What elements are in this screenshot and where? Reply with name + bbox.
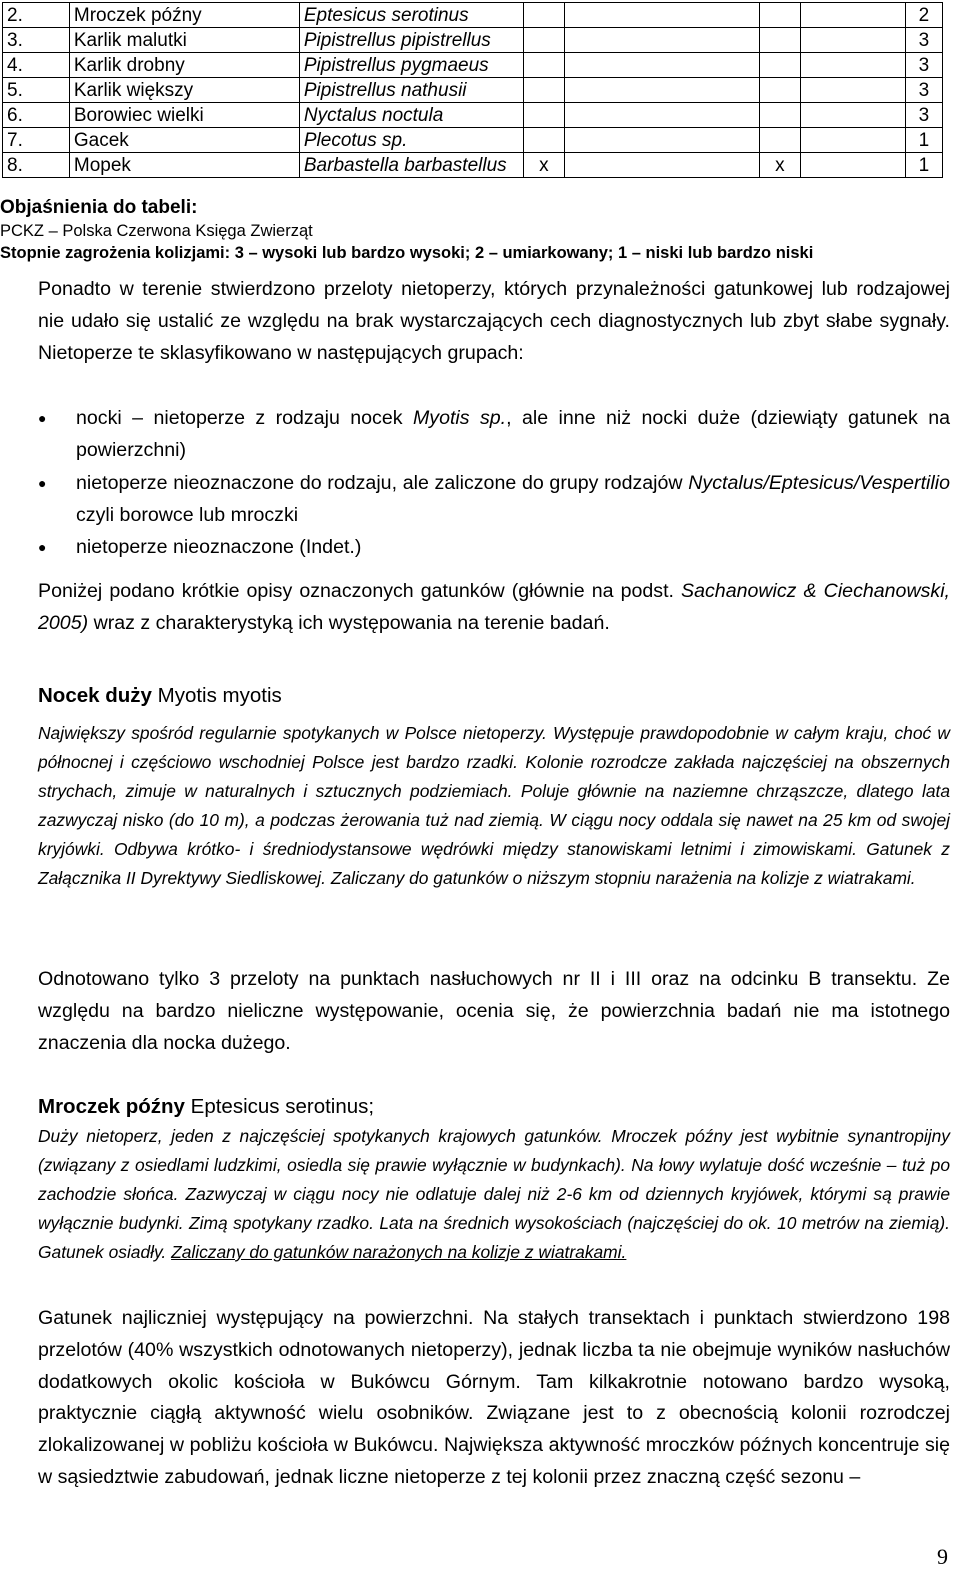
bullet-icon: ●	[38, 410, 47, 426]
list-item: ● nietoperze nieoznaczone (Indet.)	[38, 531, 950, 563]
section-heading-nocek: Nocek duży Myotis myotis	[38, 684, 282, 707]
table-cell-a	[523, 103, 564, 128]
table-cell-b	[564, 153, 759, 178]
table-row	[3, 153, 943, 178]
section-heading-mroczek: Mroczek późny Eptesicus serotinus;	[38, 1095, 375, 1118]
table-cell-name: Gacek	[69, 128, 299, 153]
table-cell-name: Karlik większy	[69, 78, 299, 103]
table-legend	[0, 196, 940, 264]
table-cell-latin: Eptesicus serotinus	[299, 3, 523, 28]
table-cell-latin: Pipistrellus pipistrellus	[299, 28, 523, 53]
table-cell-no: 8.	[3, 153, 70, 178]
page-number: 9	[937, 1544, 948, 1569]
mroczek-description: Duży nietoperz, jeden z najczęściej spotykanych krajowych gatunków. Mroczek późny jest wybitnie synantropijny (związany z osiedlami ludzkimi, osiedla się prawie wyłącznie w budynkach). Na łowy wylatuje dość wcześnie – tuż po zachodzie słońca. Zazwyczaj w ciągu nocy nie odlatuje dalej niż 2-6 km od dziennych kryjówek, którymi są prawie wyłącznie budynki. Zimą spotykany rzadko. Lata na średnich wysokościach (najczęściej do ok. 10 metrów na ziemią). Gatunek osiadły. Zaliczany do gatunków narażonych na kolizje z wiatrakami.	[38, 1126, 950, 1262]
table-cell-latin: Barbastella barbastellus	[299, 153, 523, 178]
legend-pckz: PCKZ – Polska Czerwona Księga Zwierząt	[0, 222, 313, 240]
table-cell-name: Mopek	[69, 153, 299, 178]
table-cell-b	[564, 128, 759, 153]
table-cell-a: x	[523, 153, 564, 178]
intro-paragraph: Ponadto w terenie stwierdzono przeloty nietoperzy, których przynależności gatunkowej lub rodzajowej nie udało się ustalić ze względu na brak wystarczających cech diagnostycznych lub zbyt słabe sygnały. Nietoperze te sklasyfikowano w następujących grupach:	[38, 278, 950, 364]
table-cell-name: Karlik malutki	[69, 28, 299, 53]
table-cell-d	[800, 153, 905, 178]
species-table	[2, 2, 943, 178]
legend-risk-levels: Stopnie zagrożenia kolizjami: 3 – wysoki lub bardzo wysoki; 2 – umiarkowany; 1 – niski lub bardzo niski	[0, 244, 814, 262]
table-cell-c: x	[759, 153, 800, 178]
table-cell-c	[759, 53, 800, 78]
table-cell-latin: Pipistrellus nathusii	[299, 78, 523, 103]
table-cell-a	[523, 53, 564, 78]
bullet-icon: ●	[38, 474, 47, 491]
table-cell-c	[759, 128, 800, 153]
table-cell-a	[523, 78, 564, 103]
nocek-findings: Odnotowano tylko 3 przeloty na punktach nasłuchowych nr II i III oraz na odcinku B transektu. Ze względu na bardzo nieliczne występowanie, ocenia się, że powierzchnia badań nie ma istotnego znaczenia dla nocka dużego.	[38, 968, 950, 1054]
table-cell-rating: 1	[905, 128, 942, 153]
list-item: ● nocki – nietoperze z rodzaju nocek Myotis sp., ale inne niż nocki duże (dziewiąty gatunek na powierzchni)	[38, 402, 950, 467]
table-cell-a	[523, 128, 564, 153]
table-cell-latin: Nyctalus noctula	[299, 103, 523, 128]
mroczek-findings: Gatunek najliczniej występujący na powierzchni. Na stałych transektach i punktach stwierdzono 198 przelotów (40% wszystkich odnotowanych nietoperzy), jednak liczba ta nie obejmuje wyników nasłuchów dodatkowych okolic kościoła w Bukówcu Górnym. Tam kilkakrotnie notowano bardzo wysoką, praktycznie ciągłą aktywność wielu osobników. Związane jest to z obecnością kolonii rozrodczej zlokalizowanej w pobliżu kościoła w Bukówcu. Największa aktywność mroczków późnych koncentruje się w sąsiedztwie zabudowań, jednak liczne nietoperze z tej kolonii przez znaczną część sezonu –	[38, 1307, 950, 1488]
table-row	[3, 78, 943, 103]
table-row	[3, 28, 943, 53]
table-cell-name: Borowiec wielki	[69, 103, 299, 128]
table-cell-a	[523, 28, 564, 53]
table-cell-b	[564, 53, 759, 78]
list-item: ● nietoperze nieoznaczone do rodzaju, ale zaliczone do grupy rodzajów Nyctalus/Eptesicus/Vespertilio czyli borowce lub mroczki	[38, 467, 950, 532]
nocek-description: Największy spośród regularnie spotykanych w Polsce nietoperzy. Występuje prawdopodobnie w całym kraju, choć w północnej i częściowo wschodniej Polsce jest bardzo rzadki. Kolonie rozrodcze zakłada najczęściej na obszernych strychach, zimuje w naturalnych i sztucznych podziemiach. Poluje głównie na naziemne chrząszcze, dlatego lata zazwyczaj nisko (do 10 m), a podczas żerowania tuż nad ziemią. W ciągu nocy oddala się nawet na 25 km od swojej kryjówki. Odbywa krótko- i średniodystansowe wędrówki między stanowiskami letnimi i zimowiskami. Gatunek z Załącznika II Dyrektywy Siedliskowej. Zaliczany do gatunków o niższym stopniu narażenia na kolizje z wiatrakami.	[38, 723, 950, 888]
table-cell-d	[800, 78, 905, 103]
table-cell-no: 2.	[3, 3, 70, 28]
table-cell-a	[523, 3, 564, 28]
table-cell-b	[564, 103, 759, 128]
table-cell-d	[800, 103, 905, 128]
table-cell-rating: 1	[905, 153, 942, 178]
table-cell-no: 6.	[3, 103, 70, 128]
table-cell-d	[800, 28, 905, 53]
bullet-icon: ●	[38, 539, 47, 556]
table-cell-name: Karlik drobny	[69, 53, 299, 78]
table-cell-rating: 3	[905, 28, 942, 53]
table-cell-b	[564, 3, 759, 28]
table-cell-no: 3.	[3, 28, 70, 53]
table-cell-no: 5.	[3, 78, 70, 103]
descriptions-intro: Poniżej podano krótkie opisy oznaczonych gatunków (głównie na podst. Sachanowicz & Ciechanowski, 2005) wraz z charakterystyką ich występowania na terenie badań.	[38, 580, 950, 634]
table-cell-b	[564, 28, 759, 53]
table-cell-b	[564, 78, 759, 103]
table-cell-rating: 3	[905, 103, 942, 128]
table-cell-no: 7.	[3, 128, 70, 153]
table-cell-d	[800, 128, 905, 153]
table-cell-c	[759, 3, 800, 28]
table-cell-no: 4.	[3, 53, 70, 78]
table-row	[3, 3, 943, 28]
legend-title: Objaśnienia do tabeli:	[0, 197, 198, 218]
table-cell-c	[759, 28, 800, 53]
table-cell-name: Mroczek późny	[69, 3, 299, 28]
table-cell-c	[759, 103, 800, 128]
table-cell-rating: 3	[905, 78, 942, 103]
table-cell-rating: 2	[905, 3, 942, 28]
table-cell-d	[800, 53, 905, 78]
group-list	[38, 402, 950, 563]
table-row	[3, 103, 943, 128]
table-row	[3, 53, 943, 78]
table-cell-latin: Plecotus sp.	[299, 128, 523, 153]
table-cell-d	[800, 3, 905, 28]
table-cell-c	[759, 78, 800, 103]
table-cell-rating: 3	[905, 53, 942, 78]
table-row	[3, 128, 943, 153]
table-cell-latin: Pipistrellus pygmaeus	[299, 53, 523, 78]
